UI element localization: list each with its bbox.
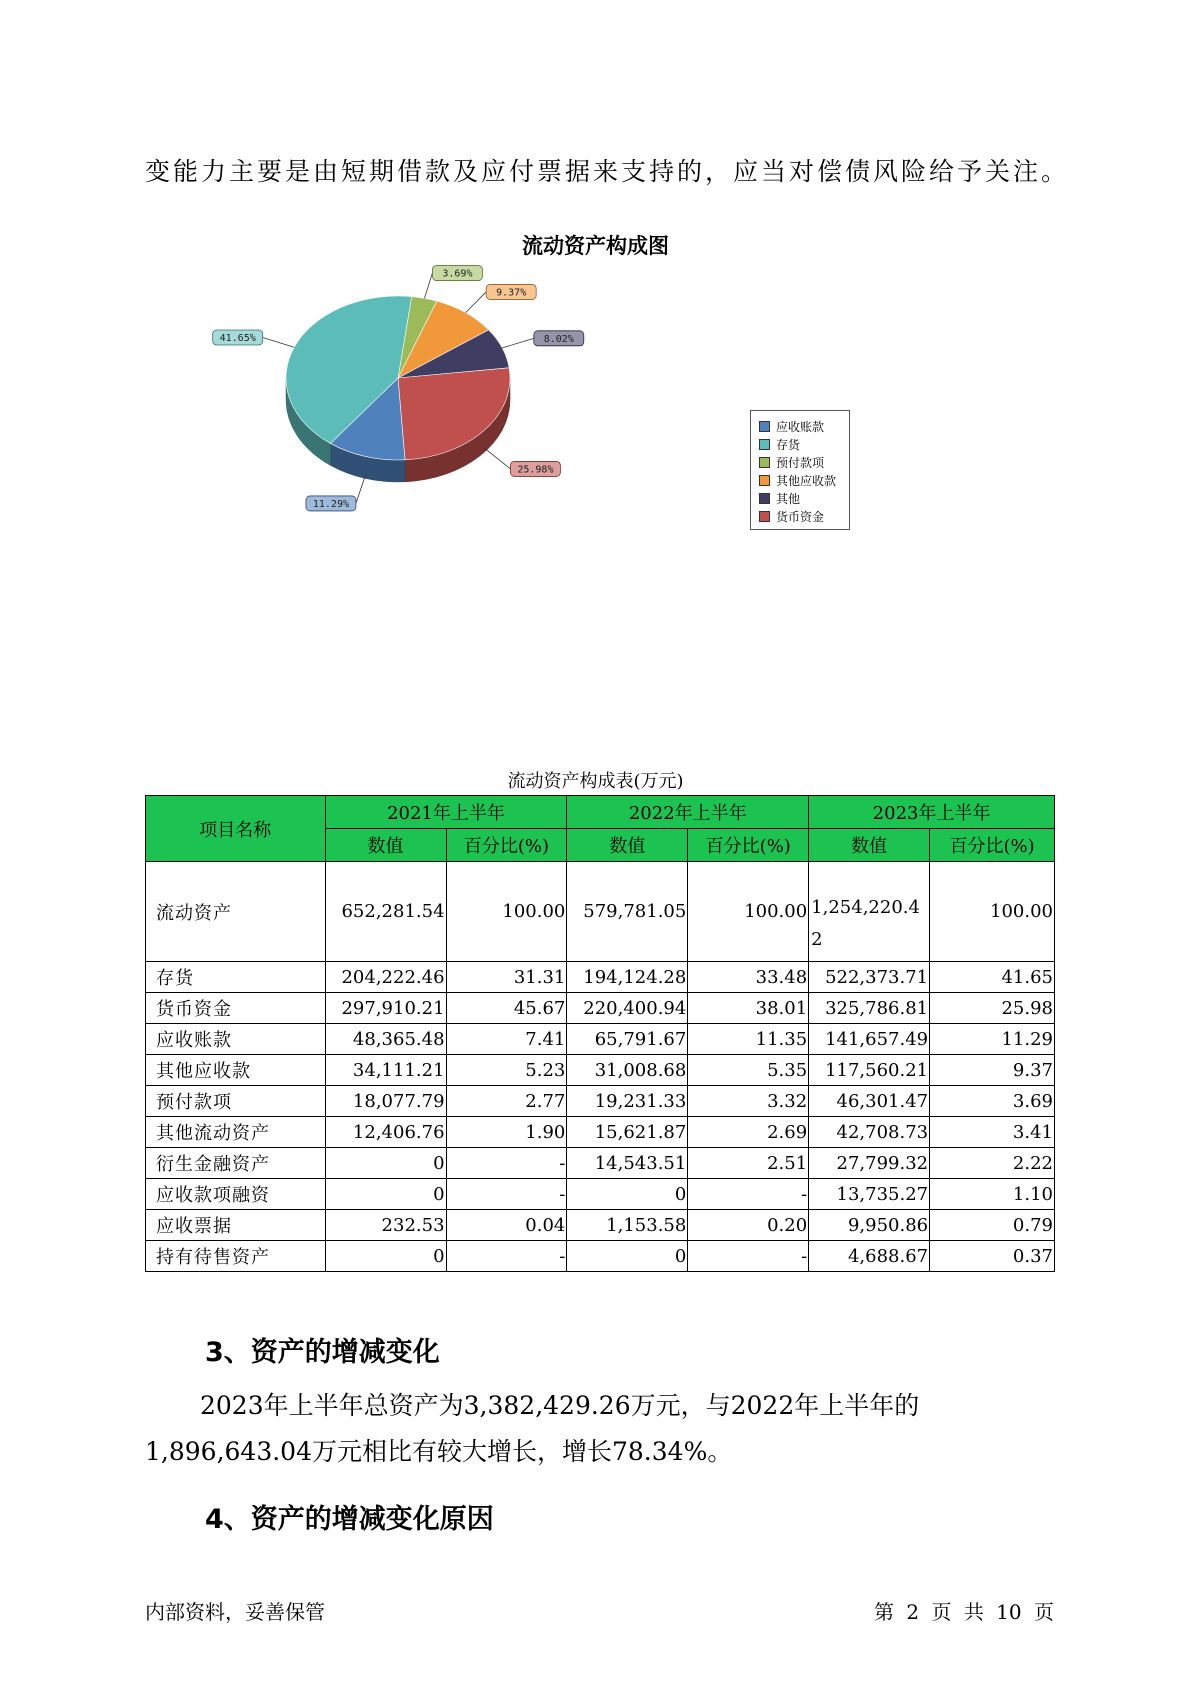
cell-value: 15,621.87 <box>567 1117 688 1148</box>
pie-label-leader <box>502 338 534 348</box>
cell-value: 19,231.33 <box>567 1086 688 1117</box>
legend-item <box>759 417 843 435</box>
cell-value: 220,400.94 <box>567 993 688 1024</box>
header-percent: 百分比(%) <box>930 829 1055 862</box>
cell-percent: 0.37 <box>930 1241 1055 1272</box>
cell-percent: 2.69 <box>688 1117 809 1148</box>
cell-percent: 5.23 <box>446 1055 567 1086</box>
cell-percent: 5.35 <box>688 1055 809 1086</box>
table-row <box>146 1117 1055 1148</box>
pie-data-label <box>510 461 560 476</box>
cell-value: 13,735.27 <box>809 1179 930 1210</box>
cell-percent: 2.22 <box>930 1148 1055 1179</box>
cell-value: 4,688.67 <box>809 1241 930 1272</box>
cell-percent: 0.04 <box>446 1210 567 1241</box>
header-percent: 百分比(%) <box>688 829 809 862</box>
legend-label: 其他应收款 <box>776 473 837 488</box>
cell-percent: 2.77 <box>446 1086 567 1117</box>
table-row <box>146 1055 1055 1086</box>
cell-percent: 41.65 <box>930 962 1055 993</box>
cell-percent: 3.69 <box>930 1086 1055 1117</box>
cell-percent: 33.48 <box>688 962 809 993</box>
cell-value: 31,008.68 <box>567 1055 688 1086</box>
legend-label: 预付款项 <box>776 455 825 470</box>
pie-label-leader <box>466 292 487 313</box>
row-name: 应收账款 <box>146 1024 326 1055</box>
cell-percent: - <box>446 1148 567 1179</box>
cell-value: 0 <box>567 1179 688 1210</box>
legend-item <box>759 489 843 507</box>
cell-value: 42,708.73 <box>809 1117 930 1148</box>
cell-percent: 3.32 <box>688 1086 809 1117</box>
legend-swatch <box>759 457 770 468</box>
row-name: 预付款项 <box>146 1086 326 1117</box>
row-name: 衍生金融资产 <box>146 1148 326 1179</box>
row-name: 其他应收款 <box>146 1055 326 1086</box>
cell-value: 48,365.48 <box>325 1024 446 1055</box>
pie-label-text: 25.98% <box>517 464 554 476</box>
pie-data-label <box>486 284 536 299</box>
table-row <box>146 1210 1055 1241</box>
cell-percent: 31.31 <box>446 962 567 993</box>
legend-swatch <box>759 475 770 486</box>
cell-value: 0 <box>325 1148 446 1179</box>
chart-legend <box>750 410 850 530</box>
table-row <box>146 962 1055 993</box>
legend-swatch <box>759 421 770 432</box>
cell-percent: 9.37 <box>930 1055 1055 1086</box>
row-name: 流动资产 <box>146 862 326 962</box>
pie-data-label <box>306 496 356 511</box>
cell-value: 0 <box>325 1241 446 1272</box>
chart-title: 流动资产构成图 <box>522 234 669 258</box>
cell-value: 1,254,220.42 <box>809 862 930 962</box>
header-percent: 百分比(%) <box>446 829 567 862</box>
pie-label-leader <box>263 337 295 347</box>
pie-label-leader <box>356 474 366 503</box>
cell-percent: - <box>446 1179 567 1210</box>
cell-percent: 1.10 <box>930 1179 1055 1210</box>
cell-percent: 1.90 <box>446 1117 567 1148</box>
cell-value: 34,111.21 <box>325 1055 446 1086</box>
table-row <box>146 1179 1055 1210</box>
pie-label-text: 11.29% <box>312 498 350 510</box>
cell-percent: 11.35 <box>688 1024 809 1055</box>
header-value: 数值 <box>809 829 930 862</box>
cell-percent: 0.79 <box>930 1210 1055 1241</box>
pie-data-label <box>213 330 263 345</box>
header-period: 2021年上半年 <box>325 796 567 829</box>
cell-value: 0 <box>567 1241 688 1272</box>
table-row <box>146 862 1055 962</box>
section-4-heading: 4、资产的增减变化原因 <box>205 1504 494 1535</box>
cell-value: 204,222.46 <box>325 962 446 993</box>
footer-confidential: 内部资料，妥善保管 <box>145 1600 325 1624</box>
cell-value: 232.53 <box>325 1210 446 1241</box>
legend-item <box>759 507 843 525</box>
cell-percent: 2.51 <box>688 1148 809 1179</box>
cell-percent: 3.41 <box>930 1117 1055 1148</box>
cell-percent: - <box>446 1241 567 1272</box>
table-row <box>146 993 1055 1024</box>
header-value: 数值 <box>325 829 446 862</box>
cell-value: 27,799.32 <box>809 1148 930 1179</box>
legend-label: 其他 <box>776 491 801 506</box>
header-period: 2023年上半年 <box>809 796 1055 829</box>
legend-item <box>759 453 843 471</box>
pie-slice <box>398 368 510 460</box>
pie-chart <box>219 268 620 550</box>
cell-percent: 100.00 <box>930 862 1055 962</box>
cell-value: 18,077.79 <box>325 1086 446 1117</box>
row-name: 存货 <box>146 962 326 993</box>
cell-value: 297,910.21 <box>325 993 446 1024</box>
section-3-paragraph: 2023年上半年总资产为3,382,429.26万元，与2022年上半年的1,896,643.04万元相比有较大增长，增长78.34%。 <box>145 1391 920 1466</box>
cell-value: 141,657.49 <box>809 1024 930 1055</box>
legend-swatch <box>759 511 770 522</box>
row-name: 应收票据 <box>146 1210 326 1241</box>
pie-label-text: 8.02% <box>543 333 574 345</box>
cell-value: 46,301.47 <box>809 1086 930 1117</box>
legend-swatch <box>759 493 770 504</box>
cell-value: 117,560.21 <box>809 1055 930 1086</box>
header-period: 2022年上半年 <box>567 796 809 829</box>
cell-percent: 38.01 <box>688 993 809 1024</box>
pie-data-label <box>432 266 482 281</box>
pie-label-leader <box>484 448 510 469</box>
cell-value: 12,406.76 <box>325 1117 446 1148</box>
cell-value: 194,124.28 <box>567 962 688 993</box>
cell-value: 0 <box>325 1179 446 1210</box>
cell-percent: - <box>688 1241 809 1272</box>
legend-label: 存货 <box>776 437 801 452</box>
cell-value: 579,781.05 <box>567 862 688 962</box>
intro-paragraph: 变能力主要是由短期借款及应付票据来支持的，应当对偿债风险给予关注。 <box>145 157 1070 186</box>
cell-percent: 7.41 <box>446 1024 567 1055</box>
current-assets-table <box>145 795 1055 1272</box>
table-row <box>146 1148 1055 1179</box>
row-name: 其他流动资产 <box>146 1117 326 1148</box>
pie-label-text: 9.37% <box>496 287 527 299</box>
legend-label: 应收账款 <box>776 419 825 434</box>
legend-swatch <box>759 439 770 450</box>
pie-label-text: 3.69% <box>442 268 473 280</box>
cell-percent: 11.29 <box>930 1024 1055 1055</box>
cell-value: 652,281.54 <box>325 862 446 962</box>
row-name: 持有待售资产 <box>146 1241 326 1272</box>
cell-percent: - <box>688 1179 809 1210</box>
legend-item <box>759 435 843 453</box>
cell-percent: 45.67 <box>446 993 567 1024</box>
row-name: 应收款项融资 <box>146 1179 326 1210</box>
cell-percent: 100.00 <box>446 862 567 962</box>
header-item-name: 项目名称 <box>146 796 326 862</box>
table-row <box>146 1024 1055 1055</box>
cell-percent: 25.98 <box>930 993 1055 1024</box>
header-value: 数值 <box>567 829 688 862</box>
pie-label-text: 41.65% <box>219 332 256 344</box>
table-caption: 流动资产构成表(万元) <box>507 771 684 792</box>
cell-percent: 100.00 <box>688 862 809 962</box>
legend-item <box>759 471 843 489</box>
footer-page-number: 第 2 页 共 10 页 <box>874 1600 1054 1624</box>
table-row <box>146 1086 1055 1117</box>
section-3-heading: 3、资产的增减变化 <box>205 1337 440 1368</box>
cell-value: 522,373.71 <box>809 962 930 993</box>
row-name: 货币资金 <box>146 993 326 1024</box>
cell-value: 1,153.58 <box>567 1210 688 1241</box>
cell-percent: 0.20 <box>688 1210 809 1241</box>
cell-value: 325,786.81 <box>809 993 930 1024</box>
legend-label: 货币资金 <box>776 509 825 524</box>
table-row <box>146 1241 1055 1272</box>
cell-value: 65,791.67 <box>567 1024 688 1055</box>
cell-value: 9,950.86 <box>809 1210 930 1241</box>
cell-value: 14,543.51 <box>567 1148 688 1179</box>
pie-label-leader <box>424 273 432 298</box>
pie-data-label <box>534 331 584 346</box>
